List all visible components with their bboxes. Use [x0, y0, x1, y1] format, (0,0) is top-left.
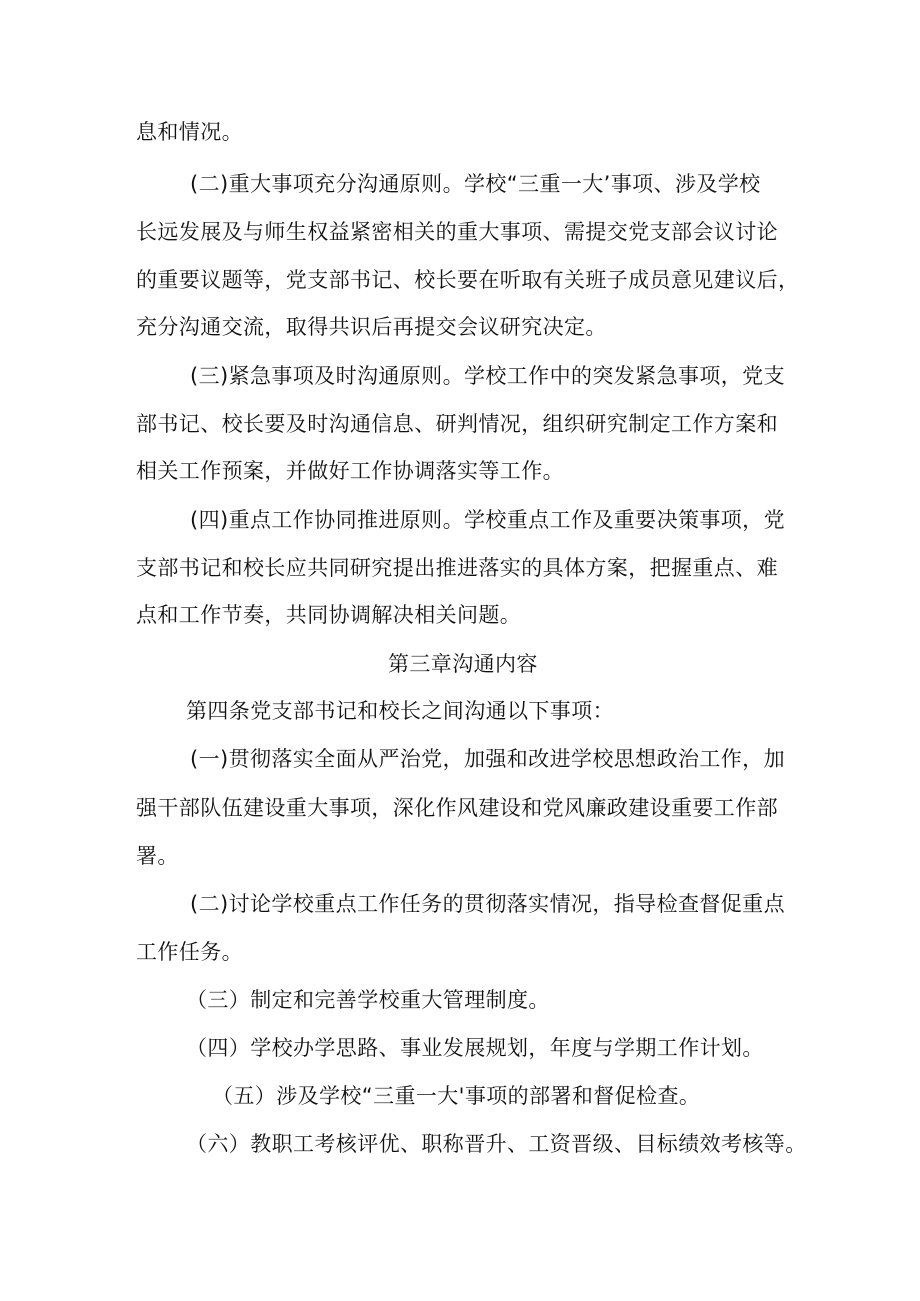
text-line: 充分沟通交流，取得共识后再提交会议研究决定。: [136, 315, 607, 339]
text-line: 息和情况。: [136, 120, 243, 144]
text-line: 的重要议题等，党支部书记、校长要在听取有关班子成员意见建议后，: [136, 268, 800, 292]
text-line: (二)讨论学校重点工作任务的贯彻落实情况，指导检查督促重点: [190, 892, 785, 916]
article-heading: 第四条党支部书记和校长之间沟通以下事项：: [186, 699, 614, 723]
text-line: 支部书记和校长应共同研究提出推进落实的具体方案，把握重点、难: [136, 556, 778, 580]
text-line: （四）学校办学思路、事业发展规划，年度与学期工作计划。: [186, 1036, 764, 1060]
text-line: (四)重点工作协同推进原则。学校重点工作及重要决策事项，党: [190, 508, 785, 532]
text-line: (二)重大事项充分沟通原则。学校“三重一大’事项、涉及学校: [190, 172, 761, 196]
text-line: （五）涉及学校“三重一大'事项的部署和督促检查。: [212, 1084, 701, 1108]
text-line: 点和工作节奏，共同协调解决相关问题。: [136, 603, 522, 627]
text-line: 部书记、校长要及时沟通信息、研判情况，组织研究制定工作方案和: [136, 412, 778, 436]
text-line: 强干部队伍建设重大事项，深化作风建设和党风廉政建设重要工作部: [136, 796, 778, 820]
text-line: （三）制定和完善学校重大管理制度。: [186, 988, 550, 1012]
text-line: 署。: [136, 844, 179, 868]
text-line: 工作任务。: [136, 940, 243, 964]
text-line: 长远发展及与师生权益紧密相关的重大事项、需提交党支部会议讨论: [136, 220, 778, 244]
chapter-heading: 第三章沟通内容: [388, 652, 538, 676]
text-line: (三)紧急事项及时沟通原则。学校工作中的突发紧急事项，党支: [190, 364, 785, 388]
text-line: (一)贯彻落实全面从严治党，加强和改进学校思想政治工作，加: [190, 747, 785, 771]
text-line: 相关工作预案，并做好工作协调落实等工作。: [136, 459, 564, 483]
text-line: （六）教职工考核评优、职称晋升、工资晋级、目标绩效考核等。: [186, 1132, 807, 1156]
